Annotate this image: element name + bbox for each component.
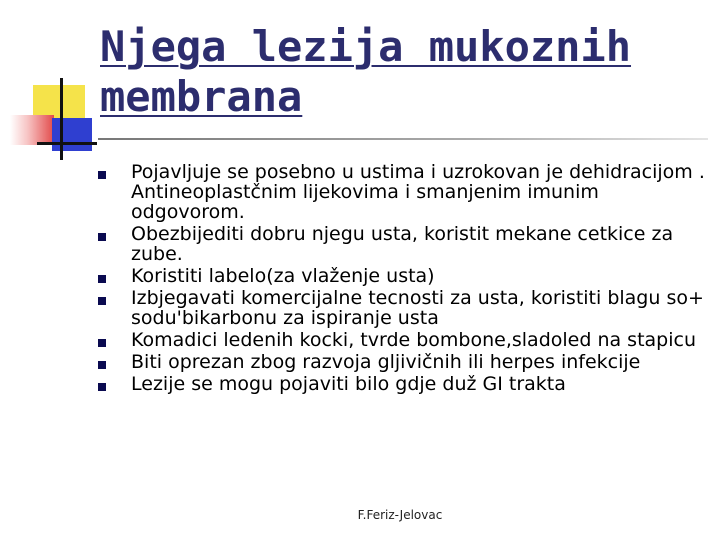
square-bullet-icon [98, 171, 106, 179]
decor-vertical-line [60, 78, 63, 160]
bullet-item [96, 224, 706, 264]
bullet-item [96, 374, 706, 394]
bullet-list [96, 162, 706, 396]
decor-blue-square [52, 118, 92, 151]
bullet-text: Izbjegavati komercijalne tecnosti za usta, koristiti blagu so+ sodu'bikarbonu za ispiranje usta [131, 287, 704, 329]
title-divider [98, 138, 708, 140]
bullet-item [96, 288, 706, 328]
footer-author: F.Feriz-Jelovac [357, 508, 443, 522]
bullet-item [96, 330, 706, 350]
bullet-text: Pojavljuje se posebno u ustima i uzrokovan je dehidracijom . Antineoplastčnim lijekovima i smanjenim imunim odgovorom. [131, 161, 705, 223]
slide-title: Njega lezija mukoznih membrana [100, 22, 632, 121]
decor-horizontal-line [37, 142, 97, 145]
square-bullet-icon [98, 275, 106, 283]
square-bullet-icon [98, 297, 106, 305]
bullet-text: Koristiti labelo(za vlaženje usta) [131, 265, 435, 287]
bullet-item [96, 266, 706, 286]
bullet-text: Obezbijediti dobru njegu usta, koristit mekane cetkice za zube. [131, 223, 674, 265]
decor-pink-gradient-bar [10, 115, 54, 145]
square-bullet-icon [98, 383, 106, 391]
bullet-text: Komadici ledenih kocki, tvrde bombone,sladoled na stapicu [131, 329, 696, 351]
bullet-item [96, 352, 706, 372]
bullet-text: Lezije se mogu pojaviti bilo gdje duž GI trakta [131, 373, 566, 395]
bullet-text: Biti oprezan zbog razvoja gljivičnih ili herpes infekcije [131, 351, 641, 373]
square-bullet-icon [98, 361, 106, 369]
square-bullet-icon [98, 339, 106, 347]
bullet-item [96, 162, 706, 222]
square-bullet-icon [98, 233, 106, 241]
